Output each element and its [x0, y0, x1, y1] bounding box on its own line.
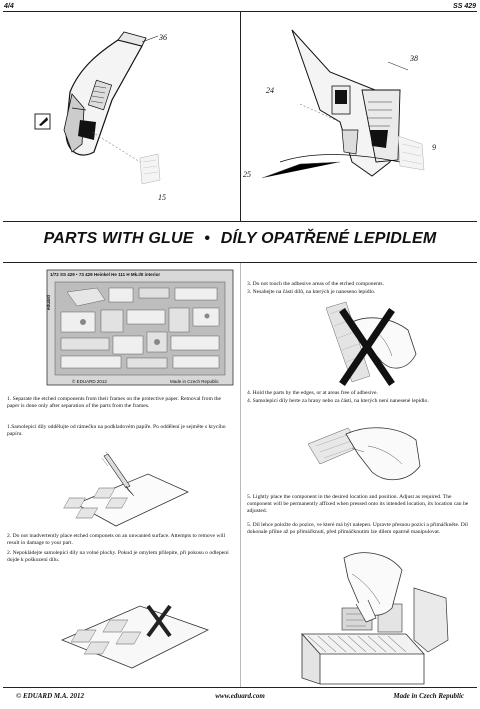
page-number: 4/4 [4, 3, 14, 10]
fret-header: 1/72 SS 429 • 73 429 Heinkel He 111 H Mk.I/II interior [50, 272, 161, 277]
hold-by-edges-illustration [298, 418, 428, 488]
footer-rule [3, 687, 477, 688]
set-code: SS 429 [453, 3, 476, 10]
knife-cutting-illustration [62, 452, 192, 534]
fret-brand: eduard [46, 294, 52, 311]
step-2-czech: 2. Nepokládejte samolepicí díly na volné plochy. Pokud je omylem přilepíte, při pokusu o odlepení dojde k poškození dílu. [7, 550, 229, 563]
footer-website[interactable]: www.eduard.com [215, 692, 265, 700]
press-into-place-illustration [296, 548, 472, 686]
step-4-czech: 4. Samolepicí díly berte za hrany nebo za části, na kterých není nanesené lepidlo. [247, 398, 429, 404]
callout-38: 38 [410, 54, 418, 63]
lower-divider [240, 263, 241, 687]
title-bullet: • [204, 230, 211, 247]
section-title [0, 230, 480, 248]
step-2-english: 2. Do not inadvertently place etched componets on an unwanted surface. Attempts to remove will result in damage to your part. [7, 533, 226, 546]
photo-etch-fret [47, 270, 235, 387]
callout-24: 24 [266, 86, 274, 95]
footer-copyright: © EDUARD M.A. 2012 [16, 692, 85, 700]
fret-made-in: Made in Czech Republic [170, 379, 219, 384]
callout-25: 25 [243, 170, 251, 179]
step-1-english: 1. Separate the etched components from their frames on the protective paper. Removal from the paper is done only after separation of the parts from the frames. [7, 396, 222, 409]
step-4-english: 4. Hold the parts by the edges, or at areas free of adhesive. [247, 390, 378, 396]
step-5-english: 5. Lightly place the component in the desired location and position. Adjust as required. The component will be permanently affixed when pressed onto its intended location, its location can be adjusted. [247, 494, 469, 514]
step-1-czech: 1.Samolepicí díly oddělujte od rámečku na podkladovém papíře. Po oddělení je sejměte s krycího papíru. [7, 424, 226, 437]
unwanted-surface-illustration [60, 592, 210, 674]
step-5-czech: 5. Díl lehce položte do pozice, ve které má být nalepen. Upravte přesnou pozici a přimáčkněte. Díl dokonale přilne až po přimáčknutí, před přimáčknutím lze dílem opatrně manipulovat. [247, 522, 468, 535]
part-36-drawing [0, 12, 240, 221]
callout-15: 15 [158, 193, 166, 202]
do-not-touch-illustration [312, 300, 432, 388]
callout-36: 36 [159, 33, 167, 42]
title-top-rule [3, 221, 477, 222]
footer-made-in: Made in Czech Republic [393, 692, 464, 700]
step-3-english: 3. Do not touch the adhesive areas of the etched components. [247, 281, 385, 287]
fret-copyright: © EDUARD 2012 [72, 379, 107, 384]
title-english: PARTS WITH GLUE [43, 230, 194, 247]
callout-9: 9 [432, 143, 436, 152]
cockpit-side-drawing [240, 12, 480, 221]
step-3-czech: 3. Nesahejte na části dílů, na kterých je naneseno lepidlo. [247, 289, 376, 295]
title-czech: DÍLY OPATŘENÉ LEPIDLEM [220, 230, 437, 247]
